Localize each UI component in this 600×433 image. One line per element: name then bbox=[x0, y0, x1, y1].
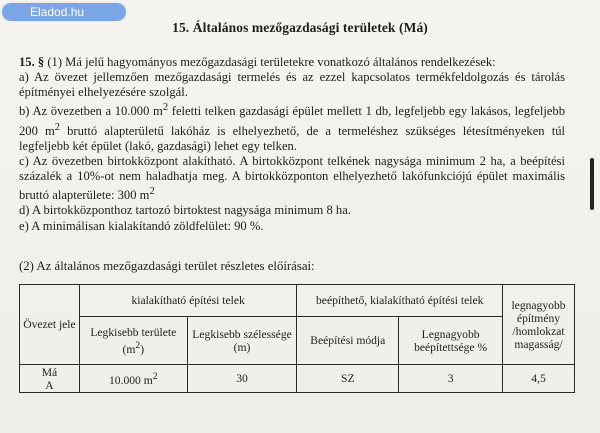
subsection-heading: (2) Az általános mezőgazdasági terület részletes előírásai: bbox=[19, 259, 315, 273]
col-header-area bbox=[79, 317, 187, 365]
cell-mode: SZ bbox=[297, 365, 399, 393]
item-b bbox=[19, 100, 565, 154]
superscript-2: 2 bbox=[149, 186, 155, 198]
cell-density: 3 bbox=[399, 365, 503, 393]
cell-area bbox=[79, 365, 187, 393]
item-b-part3: bruttó alapterületű lakóház is elhelyezhető, de a termeléshez szükséges létesítményeken túl legfeljebb két épület (lakó, gazdasági) lehet egy telken. bbox=[19, 123, 565, 153]
superscript-2: 2 bbox=[54, 121, 61, 133]
scrollbar-thumb[interactable] bbox=[590, 158, 594, 210]
item-d: d) A birtokközponthoz tartozó birtoktest nagysága minimum 8 ha. bbox=[19, 203, 351, 218]
superscript-2: 2 bbox=[162, 102, 169, 114]
lead-text: (1) Má jelű hagyományos mezőgazdasági területekre vonatkozó általános rendelkezések: bbox=[44, 55, 496, 69]
regulation-table bbox=[19, 284, 575, 393]
page-title: 15. Általános mezőgazdasági területek (Má) bbox=[172, 20, 428, 35]
section-paragraph bbox=[19, 55, 565, 234]
table-subheader-row bbox=[20, 317, 575, 365]
superscript-2: 2 bbox=[135, 339, 141, 351]
col-header-mode: Beépítési módja bbox=[297, 317, 399, 365]
cell-height: 4,5 bbox=[503, 365, 575, 393]
superscript-2: 2 bbox=[152, 371, 158, 383]
watermark-badge bbox=[2, 3, 126, 21]
cell-width: 30 bbox=[187, 365, 297, 393]
cell-zone bbox=[20, 365, 80, 393]
watermark-text: Eladod.hu bbox=[30, 5, 85, 19]
zone-header-cell: Övezet jele bbox=[20, 285, 80, 365]
item-c bbox=[19, 154, 565, 203]
zone-code-sub: A bbox=[45, 378, 54, 392]
item-e: e) A minimálisan kialakítandó zöldfelület: 90 %. bbox=[19, 218, 264, 233]
height-header-cell: legnagyobb építmény /homlokzat magasság/ bbox=[503, 285, 575, 365]
table-header-row bbox=[20, 285, 575, 317]
paragraph-lead bbox=[19, 55, 565, 70]
item-b-part1: b) Az övezetben a 10.000 m bbox=[19, 104, 163, 119]
item-a: a) Az övezet jellemzően mezőgazdasági termelés és az ezzel kapcsolatos termékfeldolgozás és tárolás építményei elhelyezésére szolgál. bbox=[19, 70, 565, 100]
section-number: 15. § bbox=[19, 55, 45, 69]
zone-code: Má bbox=[41, 365, 58, 379]
area-value: 10.000 m bbox=[108, 373, 153, 387]
group-header-plot: kialakítható építési telek bbox=[79, 285, 297, 317]
col-area-text: Legkisebb területe (m bbox=[90, 325, 177, 356]
group-header-buildable: beépíthető, kialakítható építési telek bbox=[297, 285, 503, 317]
item-c-text: c) Az övezetben birtokközpont alakítható. A birtokközpont telkének nagysága minimum 2 ha, a beépítési százalék a 10%-ot nem haladhatja meg. A birtokközponton elhelyezhető lakófunkciójú épület maximális bruttó alapterülete: 300 m bbox=[19, 153, 565, 203]
col-header-width: Legkisebb szélessége (m) bbox=[187, 317, 297, 365]
col-area-close: ) bbox=[140, 342, 145, 356]
item-b-part2: feletti telken gazdasági épület mellett 1 db, legfeljebb egy lakásos, legfeljebb 200 m bbox=[19, 104, 566, 138]
table-row bbox=[20, 365, 575, 393]
col-header-density: Legnagyobb beépítettsége % bbox=[399, 317, 503, 365]
